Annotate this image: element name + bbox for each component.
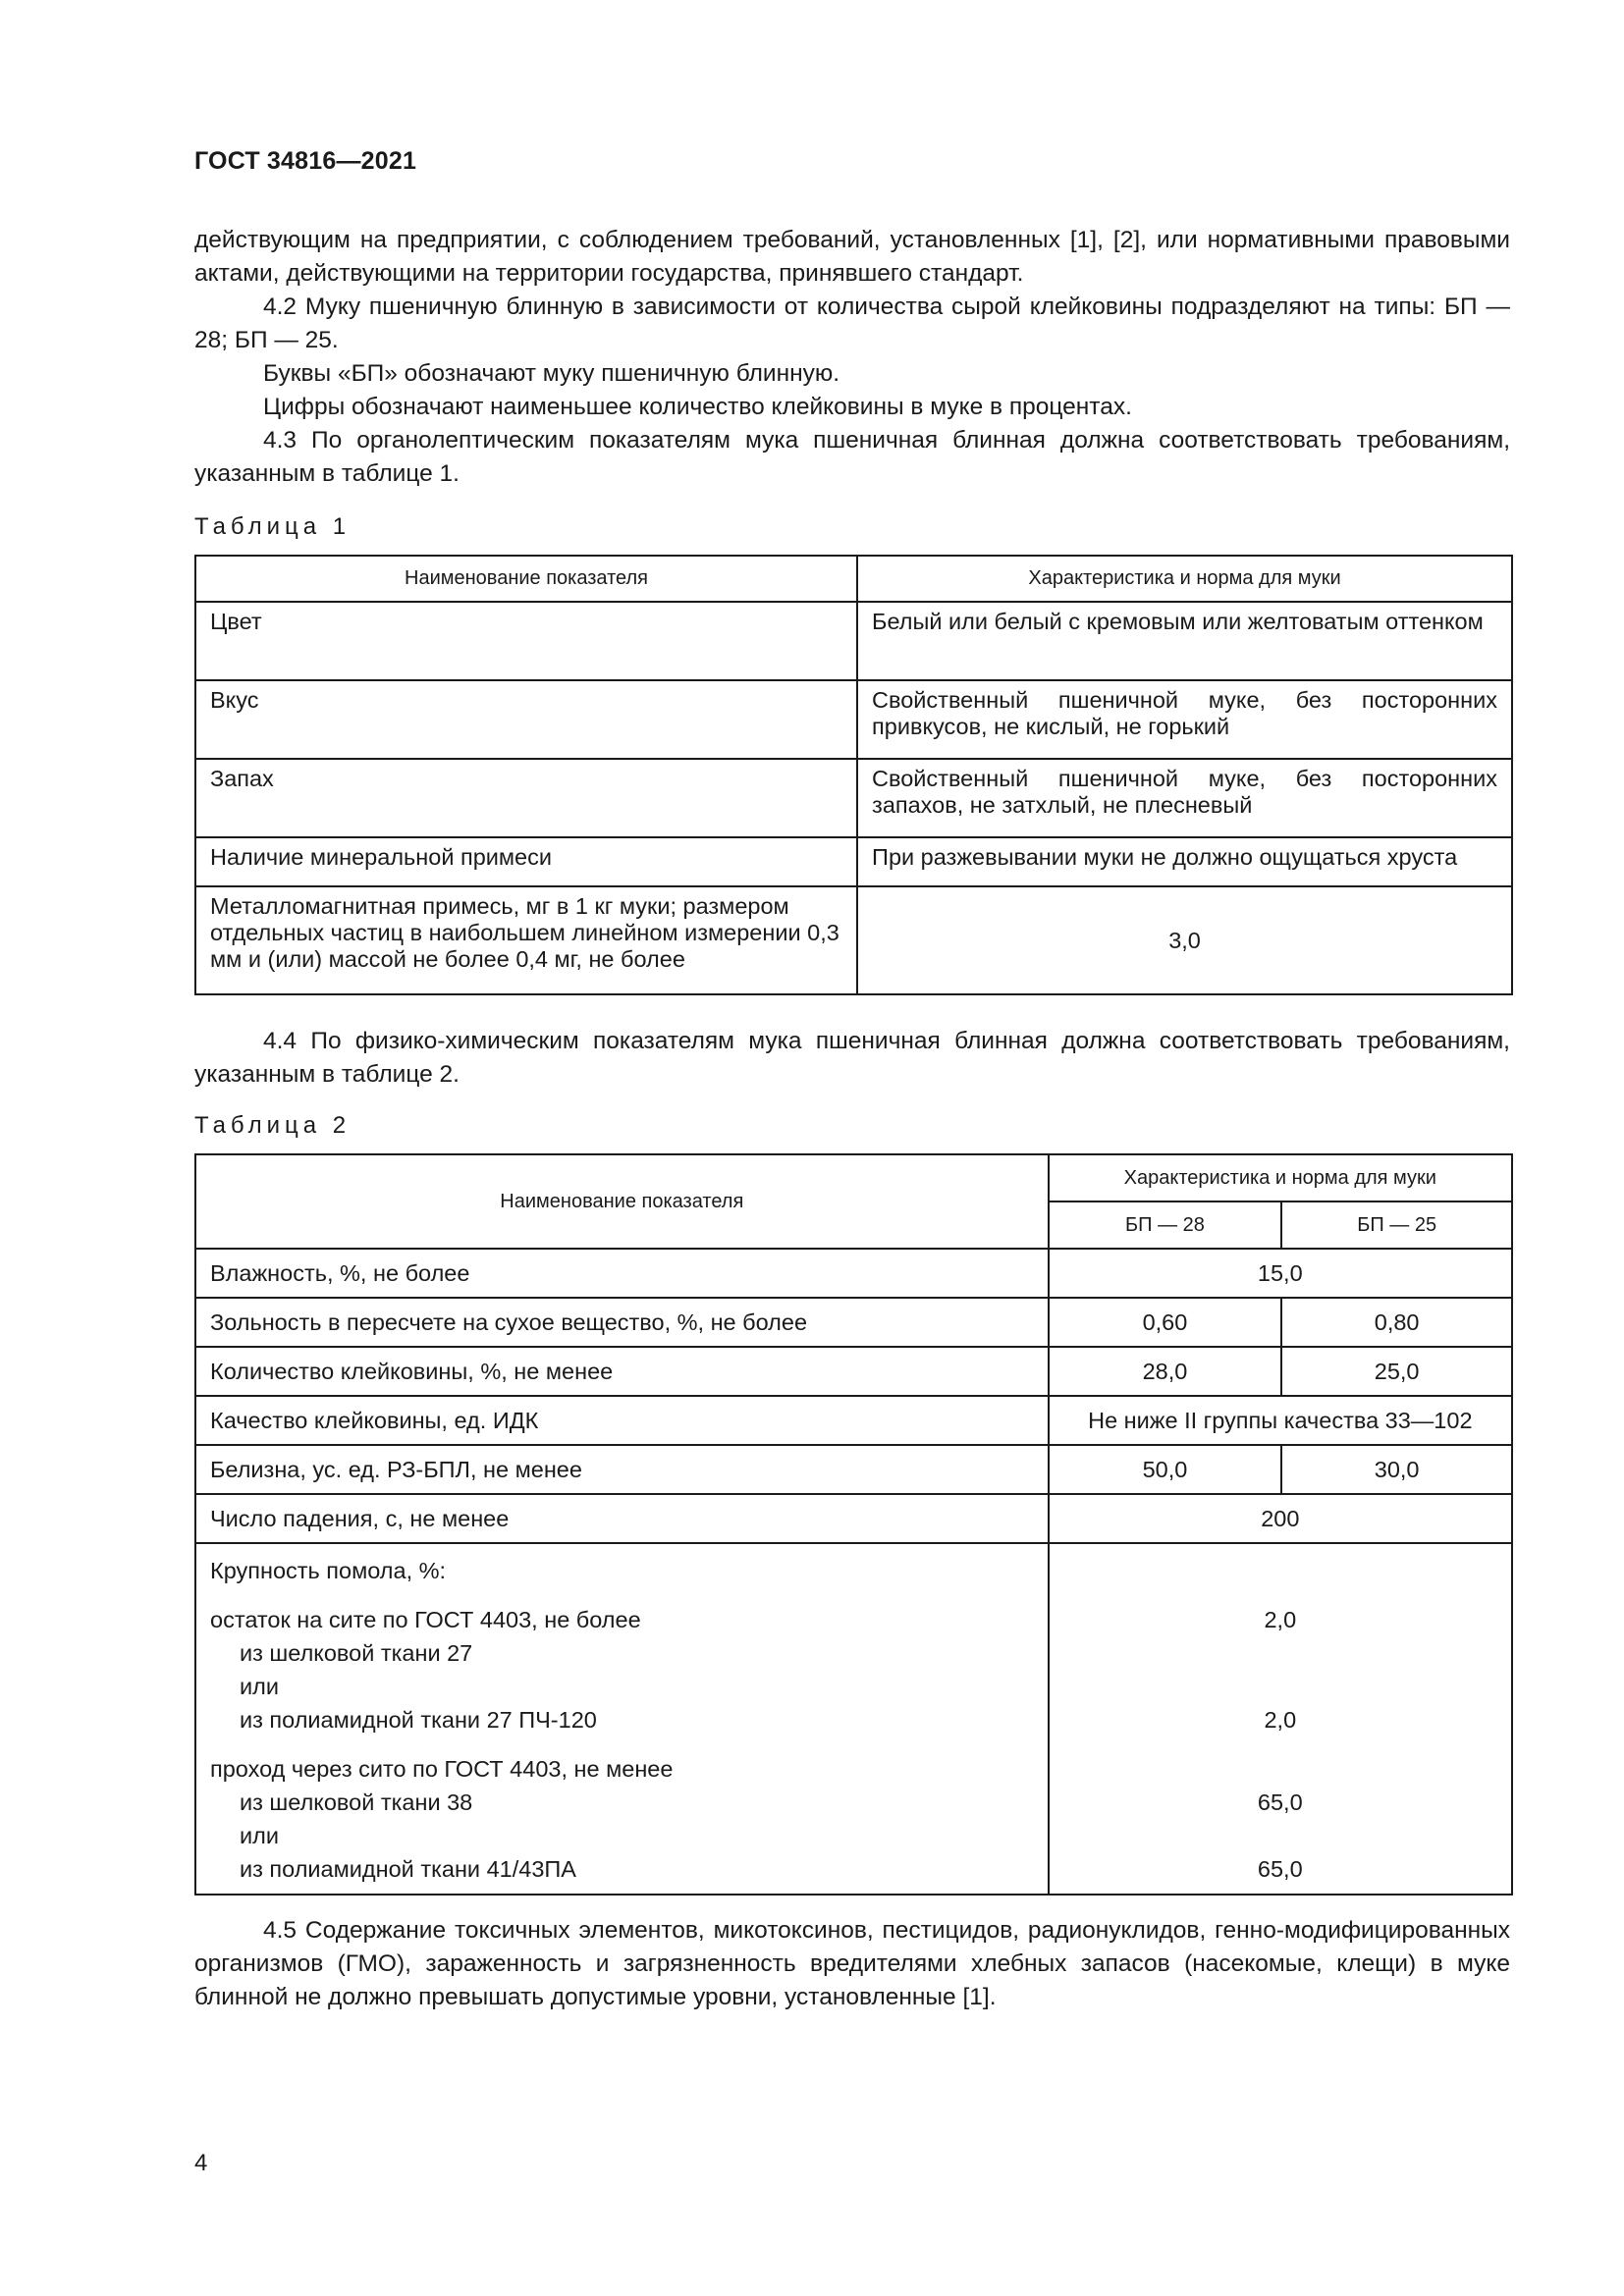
table2-row-name: Количество клейковины, %, не менее	[195, 1347, 1049, 1396]
table-row	[195, 1396, 1512, 1445]
table2-row-bp28: 50,0	[1049, 1445, 1282, 1494]
table2-fineness-values	[1049, 1543, 1512, 1895]
table1-row-value: Свойственный пшеничной муке, без посторонних запахов, не затхлый, не плесневый	[857, 759, 1512, 837]
page-number: 4	[194, 2150, 208, 2176]
table2-row-value: Не ниже II группы качества 33—102	[1049, 1396, 1512, 1445]
table1-caption: Таблица 1	[194, 513, 352, 540]
table-row	[195, 1298, 1512, 1347]
table-row	[195, 1445, 1512, 1494]
table2-header-bp25: БП — 25	[1281, 1201, 1512, 1249]
fineness-residue: остаток на сите по ГОСТ 4403, не более	[210, 1607, 641, 1632]
table1-row-name: Запах	[195, 759, 857, 837]
table-row	[195, 680, 1512, 759]
table-row	[195, 1543, 1512, 1895]
paragraph-4-3: 4.3 По органолептическим показателям мука пшеничная блинная должна соответствовать требованиям, указанным в таблице 1.	[194, 427, 1510, 487]
paragraph-continuation: действующим на предприятии, с соблюдением требований, установленных [1], [2], или нормативными правовыми актами, действующими на территории государства, принявшего стандарт.	[194, 227, 1510, 287]
table2-fineness-names	[195, 1543, 1049, 1895]
fineness-value: 65,0	[1257, 1856, 1303, 1882]
table-row	[195, 886, 1512, 994]
paragraph-4-4: 4.4 По физико-химическим показателям мука пшеничная блинная должна соответствовать требованиям, указанным в таблице 2.	[194, 1028, 1510, 1088]
fineness-passage: проход через сито по ГОСТ 4403, не менее	[210, 1756, 674, 1782]
fineness-value: 2,0	[1264, 1607, 1297, 1632]
paragraph-digits: Цифры обозначают наименьшее количество клейковины в муке в процентах.	[263, 394, 1132, 420]
table2-caption: Таблица 2	[194, 1112, 352, 1139]
fineness-poly41: из полиамидной ткани 41/43ПА	[240, 1856, 576, 1882]
table1-row-value: Свойственный пшеничной муке, без посторонних привкусов, не кислый, не горький	[857, 680, 1512, 759]
fineness-or: или	[240, 1823, 279, 1848]
table2-header-name: Наименование показателя	[195, 1154, 1049, 1249]
table1-row-value: Белый или белый с кремовым или желтоватым оттенком	[857, 602, 1512, 680]
document-code: ГОСТ 34816—2021	[194, 147, 417, 175]
table1-header-name: Наименование показателя	[195, 556, 857, 602]
table2-row-bp25: 30,0	[1281, 1445, 1512, 1494]
table1	[194, 555, 1513, 995]
table1-row-value: При разжевывании муки не должно ощущаться хруста	[857, 837, 1512, 886]
table2-row-bp28: 28,0	[1049, 1347, 1282, 1396]
table1-row-value: 3,0	[857, 886, 1512, 994]
table2-row-name: Качество клейковины, ед. ИДК	[195, 1396, 1049, 1445]
table2-row-name: Влажность, %, не более	[195, 1249, 1049, 1298]
table2-row-name: Число падения, с, не менее	[195, 1494, 1049, 1543]
table2-row-value: 15,0	[1049, 1249, 1512, 1298]
table-row	[195, 759, 1512, 837]
paragraph-4-5: 4.5 Содержание токсичных элементов, микотоксинов, пестицидов, радионуклидов, генно-модифицированных организмов (ГМО), зараженность и загрязненность вредителями хлебных запасов (насекомые, клещи) в муке блинной не должно превышать допустимые уровни, установленные [1].	[194, 1917, 1510, 2010]
table1-row-name: Металломагнитная примесь, мг в 1 кг муки; размером отдельных частиц в наибольшем линейном измерении 0,3 мм и (или) массой не более 0,4 мг, не более	[195, 886, 857, 994]
fineness-value: 2,0	[1264, 1707, 1297, 1733]
table-row	[195, 1347, 1512, 1396]
fineness-silk27: из шелковой ткани 27	[240, 1640, 473, 1666]
table2-row-bp25: 0,80	[1281, 1298, 1512, 1347]
table2-row-bp25: 25,0	[1281, 1347, 1512, 1396]
fineness-title: Крупность помола, %:	[210, 1558, 447, 1583]
table1-row-name: Наличие минеральной примеси	[195, 837, 857, 886]
table2-header-bp28: БП — 28	[1049, 1201, 1282, 1249]
table1-row-name: Вкус	[195, 680, 857, 759]
fineness-value: 65,0	[1257, 1789, 1303, 1815]
table2-row-name: Зольность в пересчете на сухое вещество, %, не более	[195, 1298, 1049, 1347]
table2	[194, 1153, 1513, 1896]
table2-row-value: 200	[1049, 1494, 1512, 1543]
table2-header-group: Характеристика и норма для муки	[1049, 1154, 1512, 1201]
fineness-poly27: из полиамидной ткани 27 ПЧ-120	[240, 1707, 597, 1733]
table-row	[195, 1249, 1512, 1298]
table2-row-name: Белизна, ус. ед. РЗ-БПЛ, не менее	[195, 1445, 1049, 1494]
table-row	[195, 1494, 1512, 1543]
table1-header-norm: Характеристика и норма для муки	[857, 556, 1512, 602]
fineness-silk38: из шелковой ткани 38	[240, 1789, 473, 1815]
table1-row-name: Цвет	[195, 602, 857, 680]
table2-row-bp28: 0,60	[1049, 1298, 1282, 1347]
table-row	[195, 837, 1512, 886]
paragraph-4-2: 4.2 Муку пшеничную блинную в зависимости от количества сырой клейковины подразделяют на типы: БП — 28; БП — 25.	[194, 294, 1510, 353]
paragraph-letters: Буквы «БП» обозначают муку пшеничную блинную.	[263, 360, 840, 387]
fineness-or: или	[240, 1674, 279, 1699]
table-row	[195, 602, 1512, 680]
